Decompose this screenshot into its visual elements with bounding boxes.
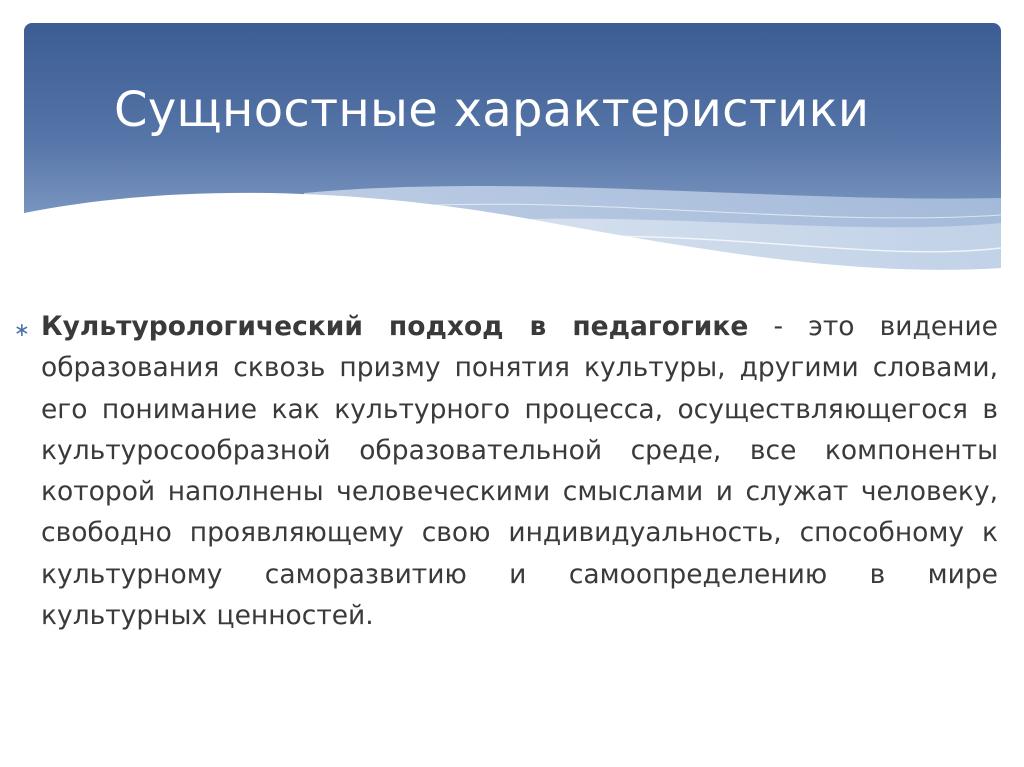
header-wave-graphic (24, 23, 1001, 285)
slide-title: Сущностные характеристики (114, 82, 870, 138)
bullet-list (14, 306, 998, 636)
bullet-definition: - это видение образования сквозь призму понятия культуры, другими словами, его понимание как культурного процесса, осуществляющегося в культуросообразной образовательной среде, все компоненты которой наполнены человеческими смыслами и служат человеку, свободно проявляющему свою индивидуальность, способному к культурному саморазвитию и самоопределению в мире культурных ценностей. (41, 311, 998, 632)
header-banner (24, 23, 1001, 285)
bullet-star-icon: ∗ (14, 319, 30, 341)
list-item (14, 306, 998, 636)
bullet-term: Культурологический подход в педагогике (41, 311, 749, 342)
bullet-text (41, 306, 998, 636)
